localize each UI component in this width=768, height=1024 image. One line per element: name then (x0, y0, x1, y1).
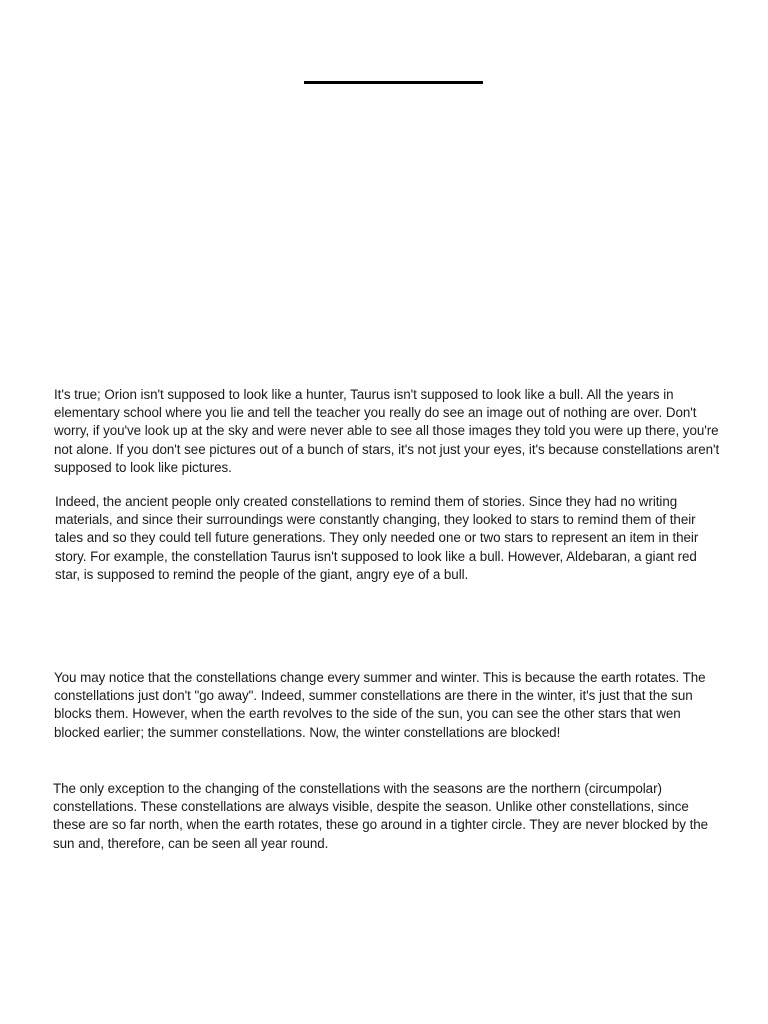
paragraph-ancient-people: Indeed, the ancient people only created constellations to remind them of stories. Since they had no writing materials, and since their surroundings were constantly changing, they looked to stars to remind them of their tales and so they could tell future generations. They only needed one or two stars to represent an item in their story. For example, the constellation Taurus isn't supposed to look like a bull. However, Aldebaran, a giant red star, is supposed to remind the people of the giant, angry eye of a bull. (55, 494, 699, 582)
paragraph-circumpolar: The only exception to the changing of the constellations with the seasons are the northern (circumpolar) constellations. These constellations are always visible, despite the season. Unlike other constellations, since these are so far north, when the earth rotates, these go around in a tighter circle. They are never blocked by the sun and, therefore, can be seen all year round. (53, 781, 709, 851)
title-underline (304, 81, 483, 84)
paragraph-seasonal-change: You may notice that the constellations change every summer and winter. This is because the earth rotates. The constellations just don't "go away". Indeed, summer constellations are there in the winter, it's just that the sun blocks them. However, when the earth revolves to the side of the sun, you can see the other stars that wen blocked earlier; the summer constellations. Now, the winter constellations are blocked! (54, 670, 706, 740)
paragraph-orion-taurus: It's true; Orion isn't supposed to look like a hunter, Taurus isn't supposed to look like a bull. All the years in elementary school where you lie and tell the teacher you really do see an image out of nothing are over. Don't worry, if you've look up at the sky and were never able to see all those images they told you were up there, you're not alone. If you don't see pictures out of a bunch of stars, it's not just your eyes, it's because constellations aren't supposed to look like pictures. (54, 387, 720, 475)
